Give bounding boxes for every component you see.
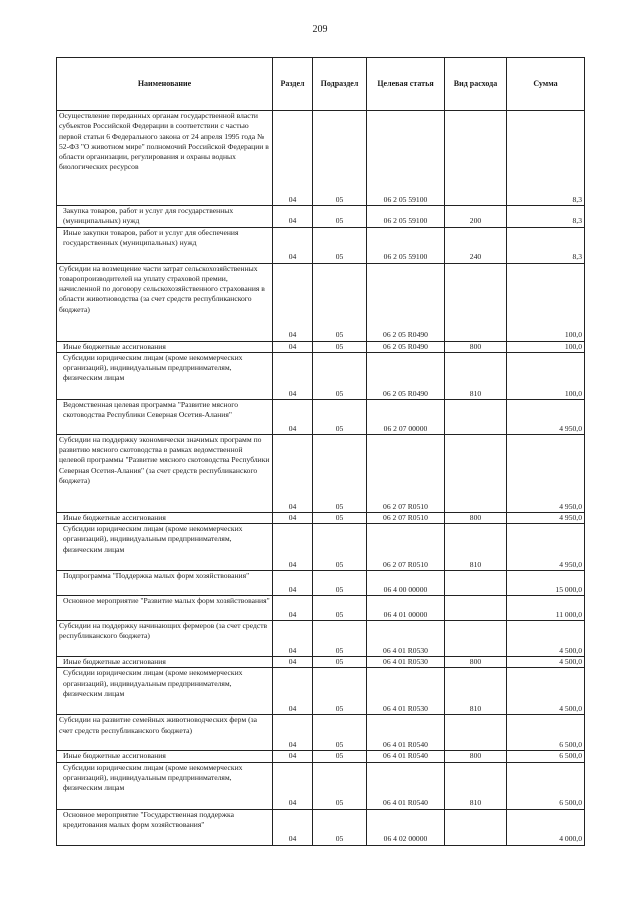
row-sum-cell: 6 500,0 (507, 762, 585, 809)
table-row (57, 657, 585, 668)
row-sum-cell: 100,0 (507, 263, 585, 341)
row-section-cell: 04 (273, 263, 313, 341)
row-kind-cell: 810 (445, 762, 507, 809)
row-section-cell: 04 (273, 621, 313, 657)
table-row (57, 206, 585, 228)
row-target-cell: 06 2 05 59100 (367, 227, 445, 263)
row-subsection-cell: 05 (313, 751, 367, 762)
row-name-cell: Субсидии на поддержку экономически значимых программ по развитию мясного скотоводства в рамках ведомственной целевой программы "Развитие мясного скотоводства Республики Северная Осетия-Алания" (за счет средств республиканского бюджета) (57, 434, 273, 512)
row-subsection-cell: 05 (313, 341, 367, 352)
row-sum-cell: 6 500,0 (507, 715, 585, 751)
row-section-cell: 04 (273, 512, 313, 523)
table-row (57, 512, 585, 523)
header-target: Целевая статья (367, 58, 445, 111)
row-sum-cell: 4 500,0 (507, 668, 585, 715)
table-row (57, 227, 585, 263)
row-subsection-cell: 05 (313, 596, 367, 621)
row-name-cell: Закупка товаров, работ и услуг для государственных (муниципальных) нужд (57, 206, 273, 228)
row-kind-cell (445, 263, 507, 341)
row-subsection-cell: 05 (313, 227, 367, 263)
row-sum-cell: 100,0 (507, 341, 585, 352)
header-subsection: Подраздел (313, 58, 367, 111)
row-sum-cell: 4 950,0 (507, 399, 585, 434)
table-row (57, 434, 585, 512)
row-name-cell: Субсидии на поддержку начинающих фермеров (за счет средств республиканского бюджета) (57, 621, 273, 657)
row-sum-cell: 4 950,0 (507, 512, 585, 523)
row-target-cell: 06 4 02 00000 (367, 809, 445, 845)
row-kind-cell: 800 (445, 512, 507, 523)
row-sum-cell: 4 950,0 (507, 524, 585, 571)
row-section-cell: 04 (273, 809, 313, 845)
row-target-cell: 06 2 07 00000 (367, 399, 445, 434)
row-sum-cell: 8,3 (507, 227, 585, 263)
row-sum-cell: 6 500,0 (507, 751, 585, 762)
row-subsection-cell: 05 (313, 399, 367, 434)
row-subsection-cell: 05 (313, 715, 367, 751)
row-target-cell: 06 2 05 59100 (367, 206, 445, 228)
table-row (57, 111, 585, 206)
row-section-cell: 04 (273, 751, 313, 762)
row-target-cell: 06 4 01 R0540 (367, 762, 445, 809)
row-kind-cell (445, 434, 507, 512)
row-section-cell: 04 (273, 571, 313, 596)
row-sum-cell: 4 500,0 (507, 621, 585, 657)
row-subsection-cell: 05 (313, 809, 367, 845)
row-kind-cell: 200 (445, 206, 507, 228)
row-name-cell: Ведомственная целевая программа "Развитие мясного скотоводства Республики Северная Осетия-Алания" (57, 399, 273, 434)
table-row (57, 399, 585, 434)
header-kind: Вид расхода (445, 58, 507, 111)
row-kind-cell (445, 399, 507, 434)
row-section-cell: 04 (273, 657, 313, 668)
row-target-cell: 06 4 01 R0530 (367, 621, 445, 657)
row-subsection-cell: 05 (313, 571, 367, 596)
header-name: Наименование (57, 58, 273, 111)
row-name-cell: Иные бюджетные ассигнования (57, 341, 273, 352)
row-kind-cell: 810 (445, 668, 507, 715)
row-name-cell: Иные бюджетные ассигнования (57, 657, 273, 668)
table-row (57, 668, 585, 715)
row-target-cell: 06 2 05 R0490 (367, 352, 445, 399)
row-kind-cell: 800 (445, 341, 507, 352)
row-sum-cell: 11 000,0 (507, 596, 585, 621)
row-name-cell: Субсидии юридическим лицам (кроме некоммерческих организаций), индивидуальным предпринимателям, физическим лицам (57, 352, 273, 399)
row-target-cell: 06 4 01 00000 (367, 596, 445, 621)
row-kind-cell (445, 596, 507, 621)
row-sum-cell: 4 950,0 (507, 434, 585, 512)
row-target-cell: 06 4 01 R0530 (367, 657, 445, 668)
row-target-cell: 06 2 05 R0490 (367, 341, 445, 352)
row-sum-cell: 8,3 (507, 206, 585, 228)
table-row (57, 352, 585, 399)
row-section-cell: 04 (273, 352, 313, 399)
table-row (57, 809, 585, 845)
row-section-cell: 04 (273, 434, 313, 512)
row-section-cell: 04 (273, 668, 313, 715)
row-name-cell: Субсидии юридическим лицам (кроме некоммерческих организаций), индивидуальным предпринимателям, физическим лицам (57, 762, 273, 809)
table-row (57, 596, 585, 621)
row-name-cell: Субсидии юридическим лицам (кроме некоммерческих организаций), индивидуальным предпринимателям, физическим лицам (57, 668, 273, 715)
table-row (57, 762, 585, 809)
table-row (57, 715, 585, 751)
row-section-cell: 04 (273, 715, 313, 751)
row-name-cell: Субсидии на развитие семейных животноводческих ферм (за счет средств республиканского бюджета) (57, 715, 273, 751)
table-row (57, 341, 585, 352)
row-target-cell: 06 2 07 R0510 (367, 434, 445, 512)
table-row (57, 263, 585, 341)
row-name-cell: Осуществление переданных органам государственной власти субъектов Российской Федерации в соответствии с частью первой статьи 6 Федерального закона от 24 апреля 1995 года № 52-ФЗ "О животном мире" полномочий Российской Федерации в области организации, регулирования и охраны водных биологических ресурсов (57, 111, 273, 206)
row-name-cell: Основное мероприятие "Государственная поддержка кредитования малых форм хозяйствования" (57, 809, 273, 845)
row-sum-cell: 4 500,0 (507, 657, 585, 668)
row-target-cell: 06 2 05 R0490 (367, 263, 445, 341)
page-number: 209 (312, 24, 328, 35)
row-sum-cell: 8,3 (507, 111, 585, 206)
row-target-cell: 06 4 01 R0530 (367, 668, 445, 715)
header-section: Раздел (273, 58, 313, 111)
row-subsection-cell: 05 (313, 111, 367, 206)
row-target-cell: 06 4 01 R0540 (367, 751, 445, 762)
row-kind-cell (445, 715, 507, 751)
table-row (57, 571, 585, 596)
row-name-cell: Иные бюджетные ассигнования (57, 751, 273, 762)
row-subsection-cell: 05 (313, 434, 367, 512)
row-kind-cell: 240 (445, 227, 507, 263)
row-name-cell: Субсидии на возмещение части затрат сельскохозяйственных товаропроизводителей на уплату страховой премии, начисленной по договору сельскохозяйственного страхования в области животноводства (за счет средств республиканского бюджета) (57, 263, 273, 341)
row-subsection-cell: 05 (313, 668, 367, 715)
row-section-cell: 04 (273, 227, 313, 263)
row-subsection-cell: 05 (313, 762, 367, 809)
row-kind-cell (445, 809, 507, 845)
row-subsection-cell: 05 (313, 524, 367, 571)
row-sum-cell: 100,0 (507, 352, 585, 399)
row-name-cell: Подпрограмма "Поддержка малых форм хозяйствования" (57, 571, 273, 596)
table-row (57, 621, 585, 657)
row-name-cell: Субсидии юридическим лицам (кроме некоммерческих организаций), индивидуальным предпринимателям, физическим лицам (57, 524, 273, 571)
row-section-cell: 04 (273, 596, 313, 621)
row-section-cell: 04 (273, 341, 313, 352)
row-kind-cell: 800 (445, 751, 507, 762)
row-kind-cell (445, 621, 507, 657)
row-sum-cell: 4 000,0 (507, 809, 585, 845)
row-target-cell: 06 2 07 R0510 (367, 512, 445, 523)
row-subsection-cell: 05 (313, 621, 367, 657)
row-section-cell: 04 (273, 111, 313, 206)
row-name-cell: Основное мероприятие "Развитие малых форм хозяйствования" (57, 596, 273, 621)
row-section-cell: 04 (273, 524, 313, 571)
row-kind-cell: 810 (445, 524, 507, 571)
table-row (57, 751, 585, 762)
row-kind-cell: 810 (445, 352, 507, 399)
row-target-cell: 06 2 05 59100 (367, 111, 445, 206)
row-target-cell: 06 2 07 R0510 (367, 524, 445, 571)
row-subsection-cell: 05 (313, 206, 367, 228)
row-target-cell: 06 4 00 00000 (367, 571, 445, 596)
row-section-cell: 04 (273, 762, 313, 809)
row-subsection-cell: 05 (313, 657, 367, 668)
row-name-cell: Иные закупки товаров, работ и услуг для обеспечения государственных (муниципальных) нужд (57, 227, 273, 263)
row-kind-cell (445, 111, 507, 206)
header-sum: Сумма (507, 58, 585, 111)
row-subsection-cell: 05 (313, 512, 367, 523)
row-subsection-cell: 05 (313, 263, 367, 341)
row-sum-cell: 15 000,0 (507, 571, 585, 596)
row-section-cell: 04 (273, 399, 313, 434)
row-kind-cell (445, 571, 507, 596)
row-target-cell: 06 4 01 R0540 (367, 715, 445, 751)
table-row (57, 524, 585, 571)
row-section-cell: 04 (273, 206, 313, 228)
row-subsection-cell: 05 (313, 352, 367, 399)
row-kind-cell: 800 (445, 657, 507, 668)
table-header-row (57, 58, 585, 111)
row-name-cell: Иные бюджетные ассигнования (57, 512, 273, 523)
budget-table (56, 57, 585, 846)
